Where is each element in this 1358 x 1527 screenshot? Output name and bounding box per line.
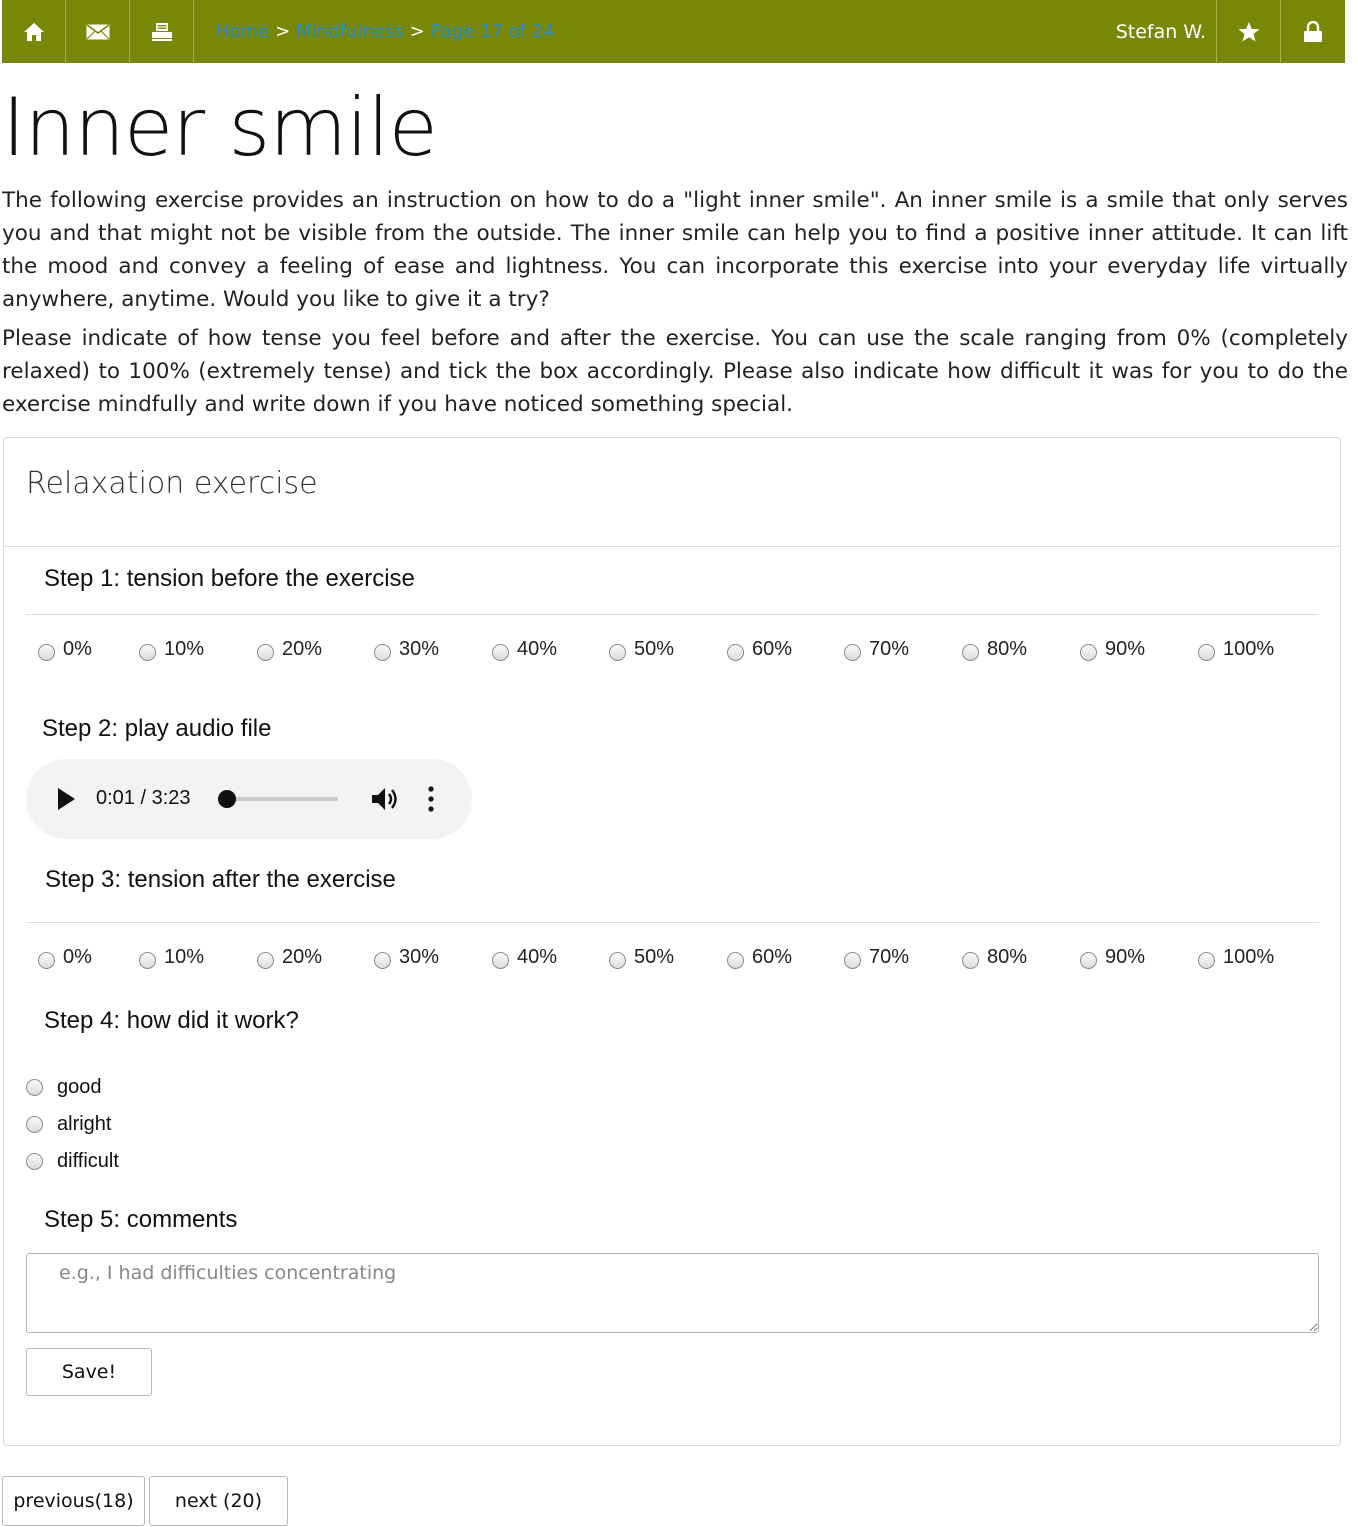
scale-option-40-percent[interactable]	[492, 946, 557, 969]
step2-title: Step 2: play audio file	[42, 715, 272, 742]
play-icon[interactable]	[54, 785, 78, 813]
scale-option-label: 60%	[752, 946, 793, 968]
scale-option-label: 100%	[1223, 638, 1275, 660]
scale-option-70-percent[interactable]	[844, 946, 909, 969]
scale-radio[interactable]	[1198, 644, 1215, 661]
scale-radio[interactable]	[609, 952, 626, 969]
scale-radio[interactable]	[139, 644, 156, 661]
scale-option-label: 30%	[399, 638, 440, 660]
scale-option-label: 70%	[869, 946, 910, 968]
scale-option-label: 0%	[63, 946, 92, 968]
divider	[26, 614, 1319, 615]
scale-option-80-percent[interactable]	[962, 946, 1027, 969]
scale-radio[interactable]	[139, 952, 156, 969]
scale-radio[interactable]	[1080, 644, 1097, 661]
audio-time: 0:01 / 3:23	[96, 787, 191, 809]
scale-radio[interactable]	[38, 952, 55, 969]
scale-option-label: 40%	[517, 638, 558, 660]
scale-option-80-percent[interactable]	[962, 638, 1027, 661]
radio-difficult[interactable]	[26, 1153, 43, 1170]
scale-option-20-percent[interactable]	[257, 946, 322, 969]
scale-radio[interactable]	[727, 952, 744, 969]
home-button[interactable]	[2, 0, 66, 63]
option-label: good	[57, 1076, 102, 1098]
scale-radio[interactable]	[727, 644, 744, 661]
scale-radio[interactable]	[962, 644, 979, 661]
option-difficult[interactable]	[26, 1150, 119, 1173]
panel-title: Relaxation exercise	[26, 466, 318, 501]
intro-paragraph: The following exercise provides an instruction on how to do a "light inner smile". An inner smile is a smile that only serves you and that might not be visible from the outside. The inner smile can help you to find a positive inner attitude. It can lift the mood and convey a feeling of ease and lightness. You can incorporate this exercise into your everyday life virtually anywhere, anytime. Would you like to give it a try?	[2, 188, 1348, 312]
audio-player	[26, 759, 472, 839]
scale-radio[interactable]	[962, 952, 979, 969]
mail-icon	[86, 24, 110, 40]
scale-option-label: 90%	[1105, 638, 1146, 660]
audio-seek-handle[interactable]	[218, 790, 236, 808]
scale-option-50-percent[interactable]	[609, 946, 674, 969]
scale-option-60-percent[interactable]	[727, 946, 792, 969]
previous-button[interactable]: previous(18)	[2, 1476, 145, 1526]
scale-option-70-percent[interactable]	[844, 638, 909, 661]
scale-radio[interactable]	[492, 644, 509, 661]
home-icon	[23, 22, 45, 42]
next-button[interactable]: next (20)	[149, 1476, 288, 1526]
option-alright[interactable]	[26, 1113, 111, 1136]
top-navigation-bar	[2, 0, 1345, 63]
scale-option-label: 80%	[987, 638, 1028, 660]
more-vertical-icon[interactable]	[426, 785, 436, 813]
scale-option-label: 100%	[1223, 946, 1275, 968]
breadcrumb-section-link[interactable]: Mindfulness	[296, 21, 404, 42]
scale-radio[interactable]	[1080, 952, 1097, 969]
print-icon	[151, 22, 173, 42]
panel-header	[4, 438, 1340, 547]
logout-button[interactable]	[1281, 0, 1345, 63]
scale-option-label: 50%	[634, 946, 675, 968]
scale-option-label: 30%	[399, 946, 440, 968]
scale-option-60-percent[interactable]	[727, 638, 792, 661]
lock-icon	[1303, 21, 1323, 43]
scale-radio[interactable]	[1198, 952, 1215, 969]
mail-button[interactable]	[66, 0, 130, 63]
tension-before-scale	[38, 638, 1298, 664]
scale-option-20-percent[interactable]	[257, 638, 322, 661]
scale-radio[interactable]	[257, 952, 274, 969]
scale-option-label: 20%	[282, 638, 323, 660]
option-label: difficult	[57, 1150, 119, 1172]
scale-radio[interactable]	[38, 644, 55, 661]
save-button[interactable]: Save!	[26, 1348, 152, 1396]
scale-option-label: 40%	[517, 946, 558, 968]
step1-title: Step 1: tension before the exercise	[44, 565, 415, 592]
scale-option-label: 20%	[282, 946, 323, 968]
scale-option-label: 90%	[1105, 946, 1146, 968]
scale-option-100-percent[interactable]	[1198, 946, 1274, 969]
scale-option-50-percent[interactable]	[609, 638, 674, 661]
breadcrumb-home-link[interactable]: Home	[216, 21, 270, 42]
scale-option-40-percent[interactable]	[492, 638, 557, 661]
option-label: alright	[57, 1113, 112, 1135]
divider	[26, 922, 1319, 923]
step4-title: Step 4: how did it work?	[44, 1007, 299, 1034]
star-icon	[1237, 21, 1261, 43]
scale-option-label: 10%	[164, 638, 205, 660]
breadcrumb-separator: >	[409, 21, 425, 42]
breadcrumb	[194, 0, 1106, 63]
scale-radio[interactable]	[609, 644, 626, 661]
scale-option-10-percent[interactable]	[139, 638, 204, 661]
scale-radio[interactable]	[844, 644, 861, 661]
comments-field[interactable]	[26, 1253, 1319, 1333]
step3-title: Step 3: tension after the exercise	[45, 866, 396, 893]
scale-option-100-percent[interactable]	[1198, 638, 1274, 661]
scale-option-90-percent[interactable]	[1080, 638, 1145, 661]
scale-radio[interactable]	[844, 952, 861, 969]
option-good[interactable]	[26, 1076, 102, 1099]
scale-option-90-percent[interactable]	[1080, 946, 1145, 969]
breadcrumb-separator: >	[275, 21, 291, 42]
scale-option-label: 10%	[164, 946, 205, 968]
radio-good[interactable]	[26, 1079, 43, 1096]
step5-title: Step 5: comments	[44, 1206, 238, 1233]
audio-seek-bar[interactable]	[226, 797, 338, 801]
favorites-button[interactable]	[1217, 0, 1281, 63]
scale-option-label: 50%	[634, 638, 675, 660]
breadcrumb-page-link[interactable]: Page 17 of 24	[430, 21, 555, 42]
volume-icon[interactable]	[370, 785, 400, 813]
scale-option-0-percent[interactable]	[38, 638, 92, 661]
scale-option-label: 80%	[987, 946, 1028, 968]
page-title: Inner smile	[2, 81, 437, 174]
scale-option-label: 0%	[63, 638, 92, 660]
scale-option-0-percent[interactable]	[38, 946, 92, 969]
relaxation-exercise-panel	[3, 437, 1341, 1446]
scale-option-label: 70%	[869, 638, 910, 660]
scale-radio[interactable]	[374, 644, 391, 661]
scale-option-10-percent[interactable]	[139, 946, 204, 969]
user-name[interactable]: Stefan W.	[1106, 0, 1217, 63]
radio-alright[interactable]	[26, 1116, 43, 1133]
print-button[interactable]	[130, 0, 194, 63]
scale-radio[interactable]	[374, 952, 391, 969]
instructions-paragraph: Please indicate of how tense you feel before and after the exercise. You can use the scale ranging from 0% (completely relaxed) to 100% (extremely tense) and tick the box accordingly. Please also indicate how difficult it was for you to do the exercise mindfully and write down if you have noticed something special.	[2, 326, 1348, 417]
scale-option-label: 60%	[752, 638, 793, 660]
scale-radio[interactable]	[257, 644, 274, 661]
scale-option-30-percent[interactable]	[374, 638, 439, 661]
tension-after-scale	[38, 946, 1298, 972]
scale-radio[interactable]	[492, 952, 509, 969]
scale-option-30-percent[interactable]	[374, 946, 439, 969]
